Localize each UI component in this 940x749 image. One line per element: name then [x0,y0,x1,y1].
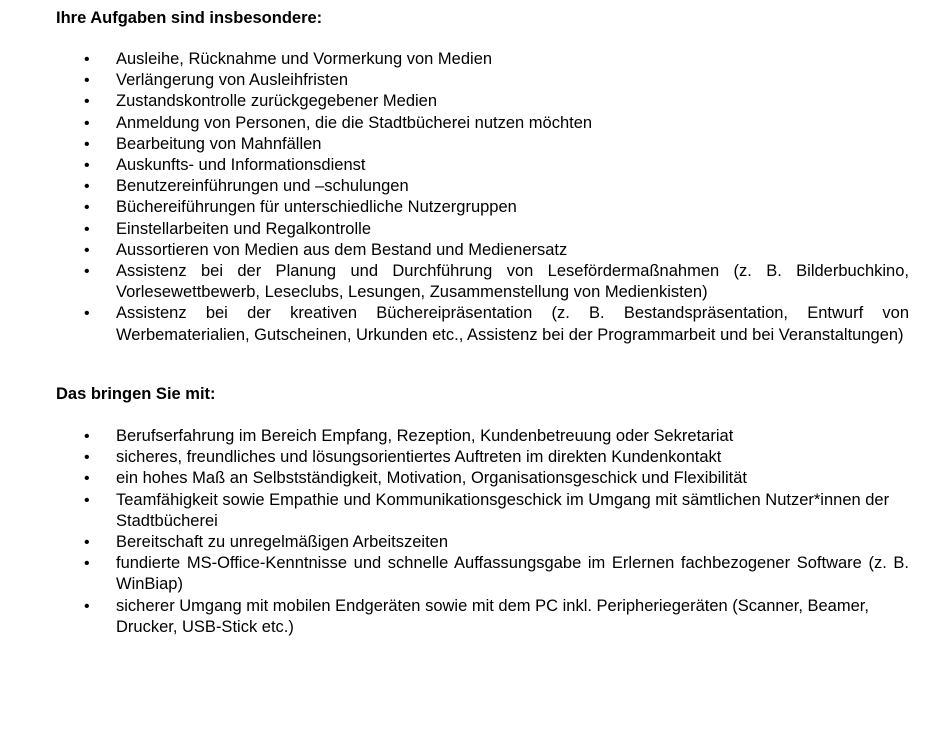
list-item [84,219,909,240]
list-item [84,426,909,447]
list-item [84,49,909,70]
list-item-text: Assistenz bei der kreativen Büchereipräsentation (z. B. Bestandspräsentation, Entwurf von Werbematerialien, Gutscheinen, Urkunden etc., Assistenz bei der Programmarbeit und bei Veranstaltungen) [116,304,909,344]
tasks-heading: Ihre Aufgaben sind insbesondere: [56,9,323,27]
list-item [84,261,909,303]
list-item-text: sicherer Umgang mit mobilen Endgeräten sowie mit dem PC inkl. Peripheriegeräten (Scanner, Beamer, Drucker, USB-Stick etc.) [116,596,869,636]
bullet-icon: • [84,72,90,90]
list-item-text: ein hohes Maß an Selbstständigkeit, Motivation, Organisationsgeschick und Flexibilität [116,469,747,488]
bullet-icon: • [84,51,90,68]
list-item-text: fundierte MS-Office-Kenntnisse und schnelle Auffassungsgabe im Erlernen fachbezogener Software (z. B. WinBiap) [116,554,909,594]
bullet-icon: • [84,157,90,175]
list-item [84,596,909,638]
bullet-icon: • [84,555,90,573]
list-item-text: Berufserfahrung im Bereich Empfang, Rezeption, Kundenbetreuung oder Sekretariat [116,427,734,445]
list-item-text: Ausleihe, Rücknahme und Vormerkung von Medien [116,50,493,68]
list-item-text: Auskunfts- und Informationsdienst [116,156,366,175]
list-item-text: Aussortieren von Medien aus dem Bestand und Medienersatz [116,240,568,259]
bullet-icon: • [84,449,90,467]
list-item [84,303,909,345]
list-item [84,447,909,468]
list-item-text: Teamfähigkeit sowie Empathie und Kommunikationsgeschick im Umgang mit sämtlichen Nutzer*innen der Stadtbücherei [116,490,890,530]
list-item-text: sicheres, freundliches und lösungsorientiertes Auftreten im direkten Kundenkontakt [116,448,722,467]
bullet-icon: • [84,199,90,217]
tasks-list [84,49,909,346]
bullet-icon: • [84,263,90,281]
list-item-text: Assistenz bei der Planung und Durchführung von Lesefördermaßnahmen (z. B. Bilderbuchkino, Vorlesewettbewerb, Leseclubs, Lesungen, Zusammenstellung von Medienkisten) [116,262,909,302]
list-item-text: Büchereiführungen für unterschiedliche Nutzergruppen [116,198,517,217]
list-item [84,532,909,553]
list-item-text: Bearbeitung von Mahnfällen [116,134,322,153]
list-item [84,70,909,91]
bullet-icon: • [84,428,90,445]
list-item [84,155,909,176]
bullet-icon: • [84,305,90,323]
bullet-icon: • [84,597,90,615]
list-item-text: Einstellarbeiten und Regalkontrolle [116,219,371,238]
list-item [84,240,909,261]
profile-heading: Das bringen Sie mit: [56,385,216,403]
bullet-icon: • [84,534,90,552]
profile-list [84,426,909,638]
bullet-icon: • [84,470,90,488]
list-item [84,113,909,134]
list-item [84,91,909,112]
list-item-text: Zustandskontrolle zurückgegebener Medien [116,92,438,111]
bullet-icon: • [84,491,90,509]
bullet-icon: • [84,114,90,132]
list-item [84,490,909,532]
list-item [84,134,909,155]
list-item [84,176,909,197]
list-item [84,197,909,218]
list-item-text: Verlängerung von Ausleihfristen [116,71,349,90]
list-item [84,468,909,489]
list-item-text: Anmeldung von Personen, die die Stadtbücherei nutzen möchten [116,113,593,132]
bullet-icon: • [84,241,90,259]
list-item-text: Benutzereinführungen und –schulungen [116,177,409,196]
bullet-icon: • [84,93,90,111]
list-item-text: Bereitschaft zu unregelmäßigen Arbeitszeiten [116,533,449,552]
bullet-icon: • [84,220,90,238]
list-item [84,553,909,595]
bullet-icon: • [84,178,90,196]
bullet-icon: • [84,135,90,153]
